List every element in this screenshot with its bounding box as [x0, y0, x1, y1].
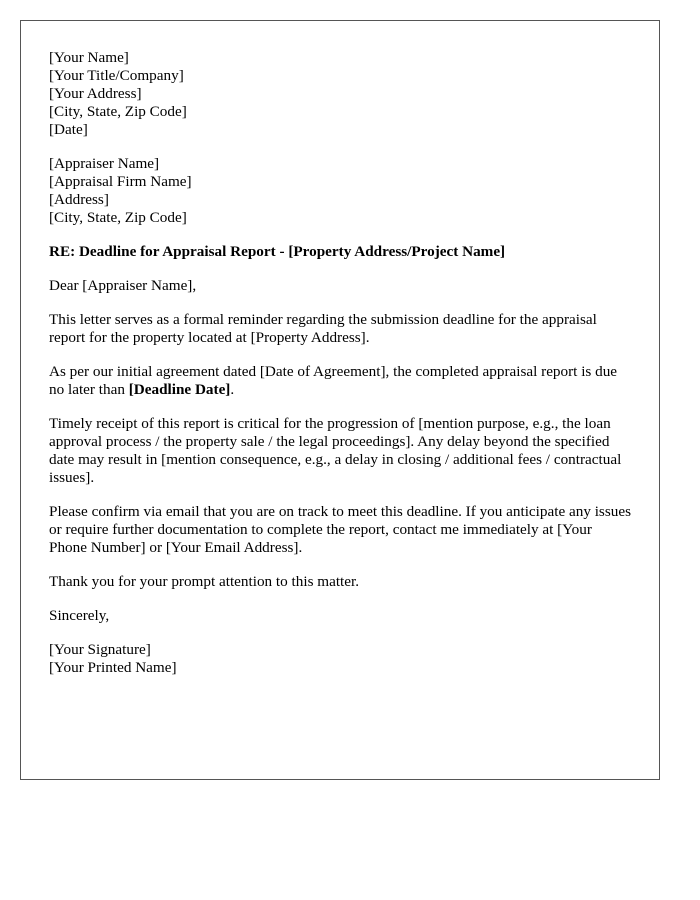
sender-city-state-zip: [City, State, Zip Code] — [49, 103, 187, 120]
signature-block — [49, 641, 631, 677]
letter-date: [Date] — [49, 121, 88, 138]
sender-title-company: [Your Title/Company] — [49, 67, 184, 84]
recipient-block — [49, 155, 631, 227]
paragraph-confirmation: Please confirm via email that you are on track to meet this deadline. If you anticipate any issues or require further documentation to complete the report, contact me immediately at [Your Phone Number] or [Your Email Address]. — [49, 503, 631, 556]
letter-page — [20, 20, 660, 780]
recipient-address: [Address] — [49, 191, 109, 208]
paragraph-deadline — [49, 363, 631, 399]
salutation: Dear [Appraiser Name], — [49, 277, 197, 294]
paragraph-deadline-text: As per our initial agreement dated [Date of Agreement], the completed appraisal report is due no later than — [49, 363, 618, 398]
paragraph-thanks: Thank you for your prompt attention to this matter. — [49, 573, 360, 590]
paragraph-deadline-end: . — [230, 381, 235, 398]
recipient-name: [Appraiser Name] — [49, 155, 160, 172]
printed-name: [Your Printed Name] — [49, 659, 177, 676]
sender-name: [Your Name] — [49, 49, 129, 66]
sender-block — [49, 49, 631, 139]
recipient-firm: [Appraisal Firm Name] — [49, 173, 192, 190]
paragraph-reminder: This letter serves as a formal reminder regarding the submission deadline for the appraisal report for the property located at [Property Address]. — [49, 311, 597, 346]
subject-line: RE: Deadline for Appraisal Report - [Property Address/Project Name] — [49, 243, 506, 260]
recipient-city-state-zip: [City, State, Zip Code] — [49, 209, 187, 226]
closing: Sincerely, — [49, 607, 110, 624]
sender-address: [Your Address] — [49, 85, 142, 102]
signature: [Your Signature] — [49, 641, 151, 658]
deadline-date: [Deadline Date] — [128, 381, 231, 398]
paragraph-importance: Timely receipt of this report is critical for the progression of [mention purpose, e.g., the loan approval process / the property sale / the legal proceedings]. Any delay beyond the specified date may result in [mention consequence, e.g., a delay in closing / additional fees / contractual issues]. — [49, 415, 622, 486]
